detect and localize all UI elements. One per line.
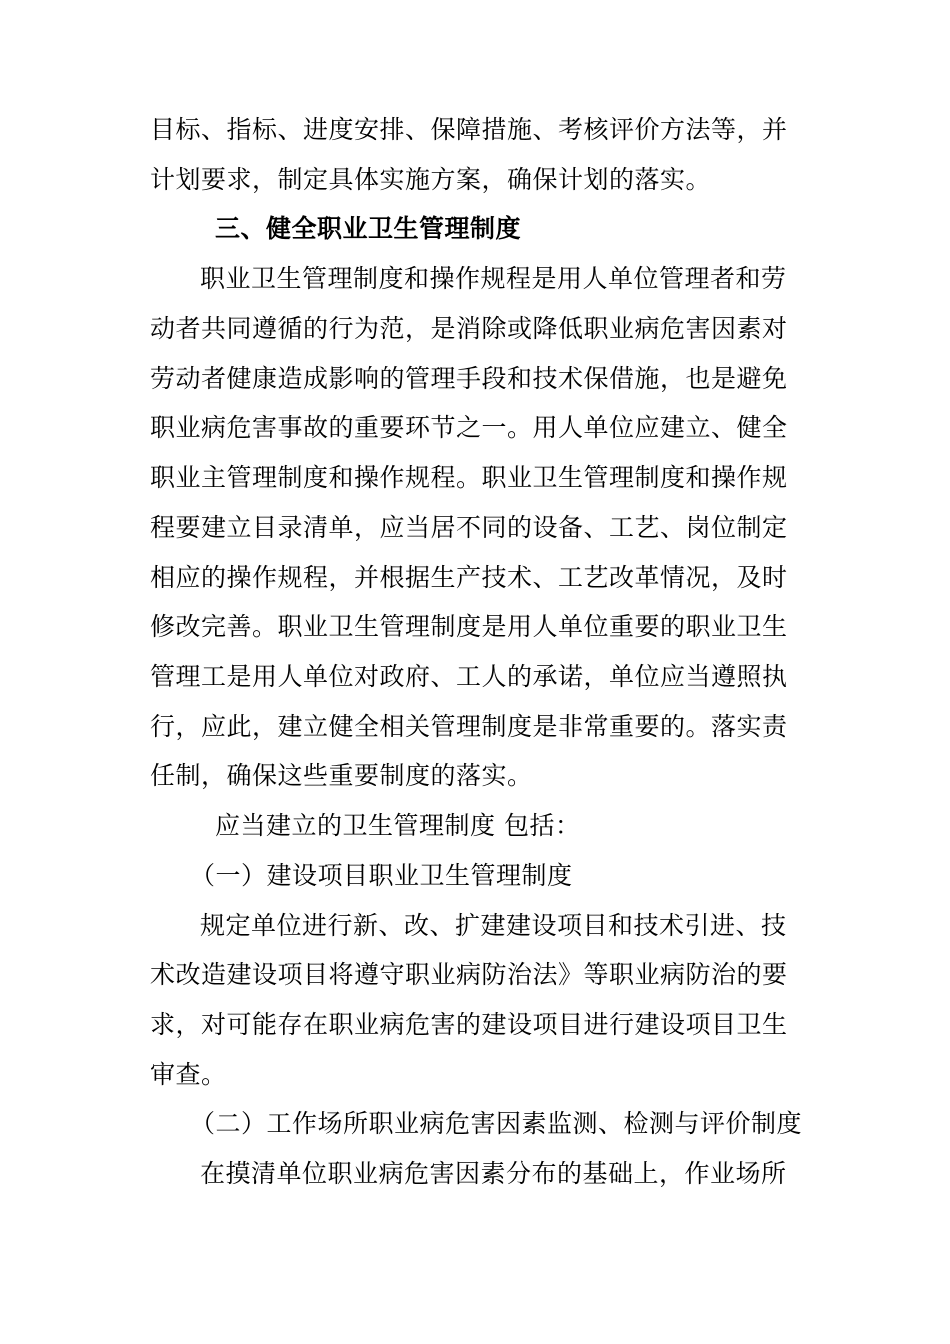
- body-text-line: 管理工是用人单位对政府、工人的承诺，单位应当遵照执: [150, 662, 788, 691]
- body-text-line: 修改完善。职业卫生管理制度是用人单位重要的职业卫生: [150, 612, 788, 641]
- list-intro-line: 应当建立的卫生管理制度 包括：: [215, 811, 581, 840]
- body-text-line: 任制，确保这些重要制度的落实。: [150, 761, 533, 790]
- body-text-line: 术改造建设项目将遵守职业病防治法》等职业病防治的要: [150, 960, 788, 989]
- body-text-line: 动者共同遵循的行为范，是消除或降低职业病危害因素对: [150, 314, 788, 343]
- paragraph-first-line: 规定单位进行新、改、扩建建设项目和技术引进、技: [200, 911, 787, 940]
- body-text-line: 职业主管理制度和操作规程。职业卫生管理制度和操作规: [150, 463, 788, 492]
- body-text-line: 劳动者健康造成影响的管理手段和技术保借施，也是避免: [150, 364, 788, 393]
- body-text-line: 职业病危害事故的重要环节之一。用人单位应建立、健全: [150, 413, 788, 442]
- body-text-line: 审查。: [150, 1060, 227, 1089]
- subsection-heading: （二）工作场所职业病危害因素监测、检测与评价制度: [190, 1109, 803, 1138]
- subsection-heading: （一）建设项目职业卫生管理制度: [190, 861, 573, 890]
- section-heading: 三、健全职业卫生管理制度: [215, 214, 522, 243]
- body-text-line: 目标、指标、进度安排、保障措施、考核评价方法等，并: [150, 115, 788, 144]
- body-text-line: 相应的操作规程，并根据生产技术、工艺改革情况，及时: [150, 563, 788, 592]
- body-text-line: 计划要求，制定具体实施方案，确保计划的落实。: [150, 165, 712, 194]
- paragraph-first-line: 职业卫生管理制度和操作规程是用人单位管理者和劳: [200, 264, 787, 293]
- body-text-line: 求，对可能存在职业病危害的建设项目进行建设项目卫生: [150, 1010, 788, 1039]
- body-text-line: 程要建立目录清单，应当居不同的设备、工艺、岗位制定: [150, 513, 788, 542]
- body-text-line: 行，应此，建立健全相关管理制度是非常重要的。落实责: [150, 712, 788, 741]
- paragraph-first-line: 在摸清单位职业病危害因素分布的基础上，作业场所: [200, 1159, 787, 1188]
